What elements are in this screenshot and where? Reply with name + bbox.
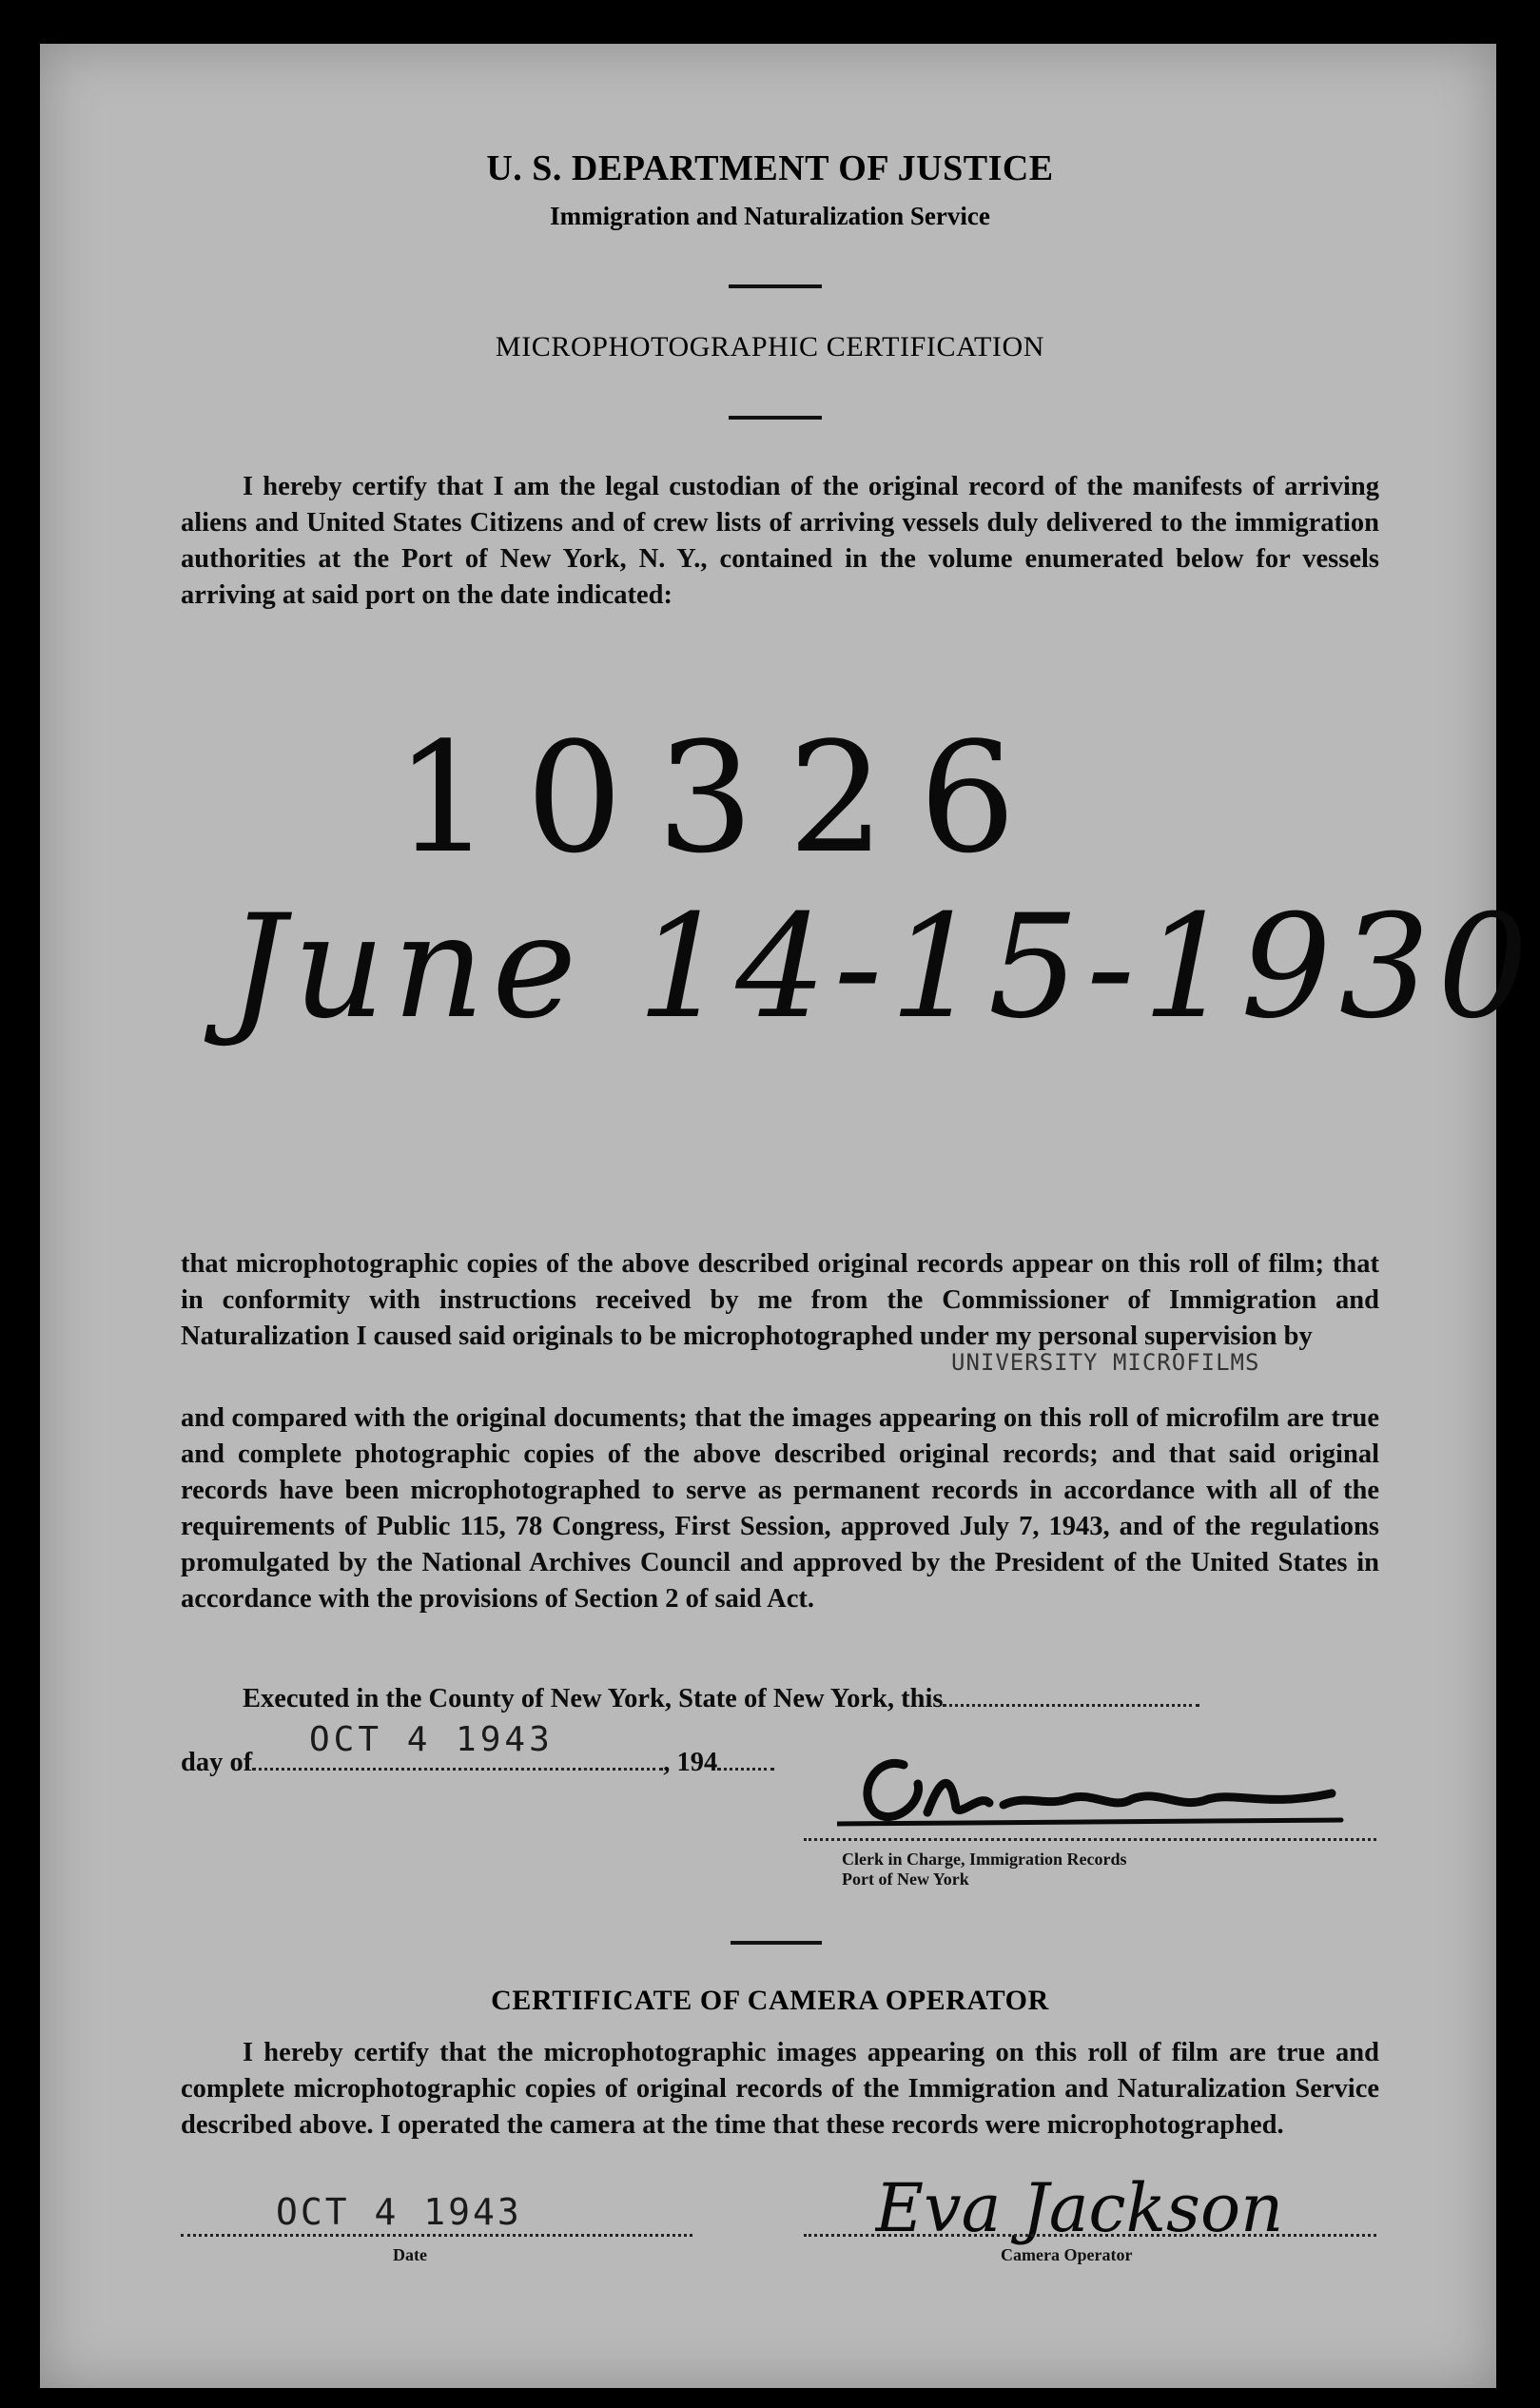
certification-title: MICROPHOTOGRAPHIC CERTIFICATION — [495, 331, 1045, 362]
fill-in-dots — [252, 1768, 663, 1771]
divider-rule — [731, 1941, 822, 1945]
execution-date-stamp: OCT 4 1943 — [309, 1720, 554, 1759]
year-prefix: , 194 — [663, 1748, 718, 1777]
clerk-signature-line — [804, 1838, 1376, 1841]
operator-label: Camera Operator — [1001, 2245, 1133, 2264]
clerk-title-line1: Clerk in Charge, Immigration Records — [842, 1850, 1127, 1869]
executed-text: Executed in the County of New York, State of New York, this — [243, 1684, 944, 1713]
executed-line — [243, 1684, 1199, 1714]
division-subheading: Immigration and Naturalization Service — [550, 202, 990, 230]
clerk-title — [842, 1850, 1126, 1889]
agency-heading: U. S. DEPARTMENT OF JUSTICE — [486, 148, 1054, 188]
body-paragraph-part2: and compared with the original documents; that the images appearing on this roll of microfilm are true and complete photographic copies of the above described original records; and that said original records have been microphotographed to serve as permanent records in accordance with all of the requirements of Public 115, 78 Congress, First Session, approved July 7, 1943, and of the regulations promulgated by the National Archives Council and approved by the President of the United States in accordance with the provisions of Section 2 of said Act. — [181, 1403, 1379, 1614]
day-of-label: day of — [181, 1748, 253, 1777]
custodian-paragraph: I hereby certify that I am the legal custodian of the original record of the manifests of arriving aliens and United States Citizens and of crew lists of arriving vessels duly delivered to the immigration authorities at the Port of New York, N. Y., contained in the volume enumerated below for vessels arriving at said port on the date indicated: — [181, 472, 1379, 610]
date-label: Date — [393, 2245, 427, 2264]
microfilm-company-stamp: UNIVERSITY MICROFILMS — [951, 1349, 1260, 1376]
clerk-signature — [837, 1736, 1351, 1841]
operator-signature-line — [804, 2234, 1376, 2237]
divider-rule — [729, 284, 822, 288]
camera-operator-paragraph: I hereby certify that the microphotographic images appearing on this roll of film are true and complete microphotographic copies of original records of the Immigration and Naturalization Service described above. I operated the camera at the time that these records were microphotographed. — [181, 2038, 1379, 2140]
handwritten-arrival-date: June 14-15-1930 — [228, 885, 1536, 1050]
handwritten-volume-number: 10326 — [395, 709, 1050, 887]
fill-in-dots — [717, 1768, 774, 1771]
camera-operator-heading: CERTIFICATE OF CAMERA OPERATOR — [491, 1985, 1049, 2016]
divider-rule — [729, 416, 822, 420]
body-paragraph-part1: that microphotographic copies of the above described original records appear on this roll of film; that in conformity with instructions received by me from the Commissioner of Immigration and Naturalization I caused said originals to be microphotographed under my personal supervision by — [181, 1249, 1379, 1351]
operator-date-stamp: OCT 4 1943 — [276, 2191, 522, 2233]
date-line — [181, 2234, 692, 2237]
operator-signature-text: Eva Jackson — [875, 2169, 1284, 2247]
clerk-title-line2: Port of New York — [842, 1870, 969, 1889]
fill-in-dots — [943, 1704, 1199, 1707]
